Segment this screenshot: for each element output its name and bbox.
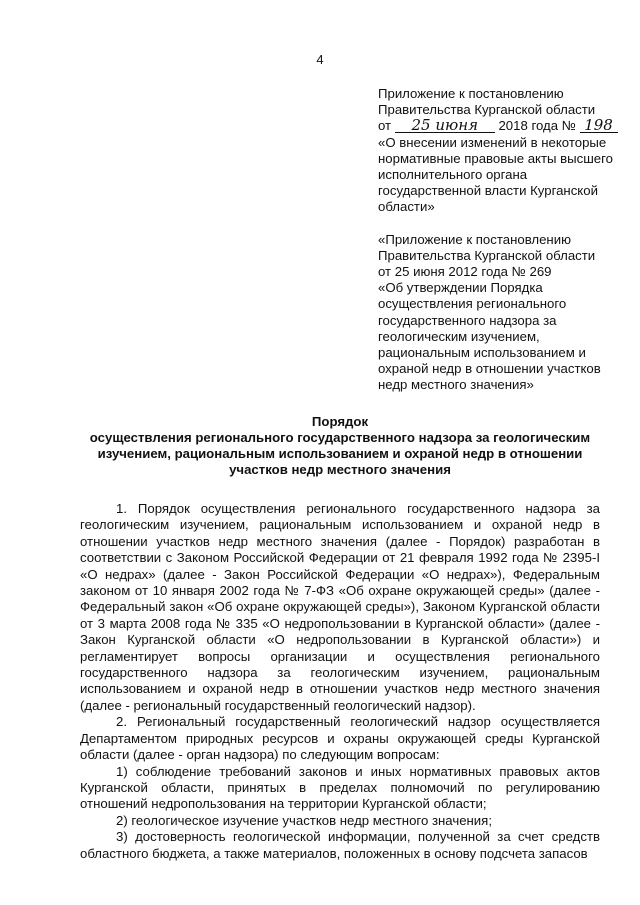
paragraph: 2. Региональный государственный геологический надзор осуществляется Департаментом природных ресурсов и охраны окружающей среды Курганской области (далее - орган надзора) по следующим вопросам: <box>80 714 600 763</box>
year-text: 2018 года № <box>498 118 576 134</box>
appendix-subject: «О внесении изменений в некоторые нормативные правовые акты высшего исполнительного органа государственной власти Курганской области» <box>378 134 613 215</box>
title-line-3: участков недр местного значения <box>229 462 451 477</box>
handwritten-number: 198 <box>580 118 618 133</box>
paragraph: 1. Порядок осуществления регионального государственного надзора за геологическим изучением, рациональным использованием и охраной недр в отношении участков недр местного значения (далее - Порядок) разработан в соответствии с Законом Российской Федерации от 21 февраля 1992 года № 2395-I «О недрах» (далее - Закон Российской Федерации «О недрах»), Федеральным законом от 10 января 2002 года № 7-ФЗ «Об охране окружающей среды» (далее - Федеральный закон «Об охране окружающей среды»), Законом Курганской области от 3 марта 2008 года № 335 «О недропользовании в Курганской области» (далее - Закон Курганской области «О недропользовании в Курганской области») и регламентирует вопросы организации и осуществления регионального государственного надзора за геологическим изучением, рациональным использованием и охраной недр в отношении участков недр местного значения (далее - региональный государственный геологический надзор). <box>80 501 600 713</box>
appendix-line-1: Приложение к постановлению <box>378 86 564 101</box>
inner-appendix-line-3: от 25 июня 2012 года № 269 <box>378 264 552 280</box>
appendix-date-line <box>378 118 618 134</box>
paragraph: 3) достоверность геологической информации, полученной за счет средств областного бюджета, а также материалов, положенных в основу подсчета запасов <box>80 829 600 861</box>
title-heading: Порядок <box>311 414 369 429</box>
inner-appendix-line-2: Правительства Курганской области <box>378 247 596 263</box>
paragraph: 1) соблюдение требований законов и иных нормативных правовых актов Курганской области, принятых в пределах полномочий по регулированию отношений недропользования на территории Курганской области; <box>80 763 600 812</box>
appendix-header <box>378 86 618 394</box>
inner-appendix-subject: «Об утверждении Порядка осуществления регионального государственного надзора за геологическим изучением, рациональным использованием и охраной недр в отношении участков недр местного значения» <box>378 280 601 393</box>
from-label: от <box>378 118 392 134</box>
title-line-1: осуществления регионального государственного надзора за геологическим <box>89 430 591 445</box>
page-number: 4 <box>316 52 324 67</box>
inner-appendix-line-1: «Приложение к постановлению <box>378 231 571 247</box>
appendix-line-2: Правительства Курганской области <box>378 102 596 118</box>
paragraph: 2) геологическое изучение участков недр местного значения; <box>116 812 492 828</box>
document-title <box>80 414 600 478</box>
document-body <box>80 501 600 862</box>
title-line-2: изучением, рациональным использованием и охраной недр в отношении <box>97 446 583 461</box>
handwritten-date: 25 июня <box>395 118 495 133</box>
